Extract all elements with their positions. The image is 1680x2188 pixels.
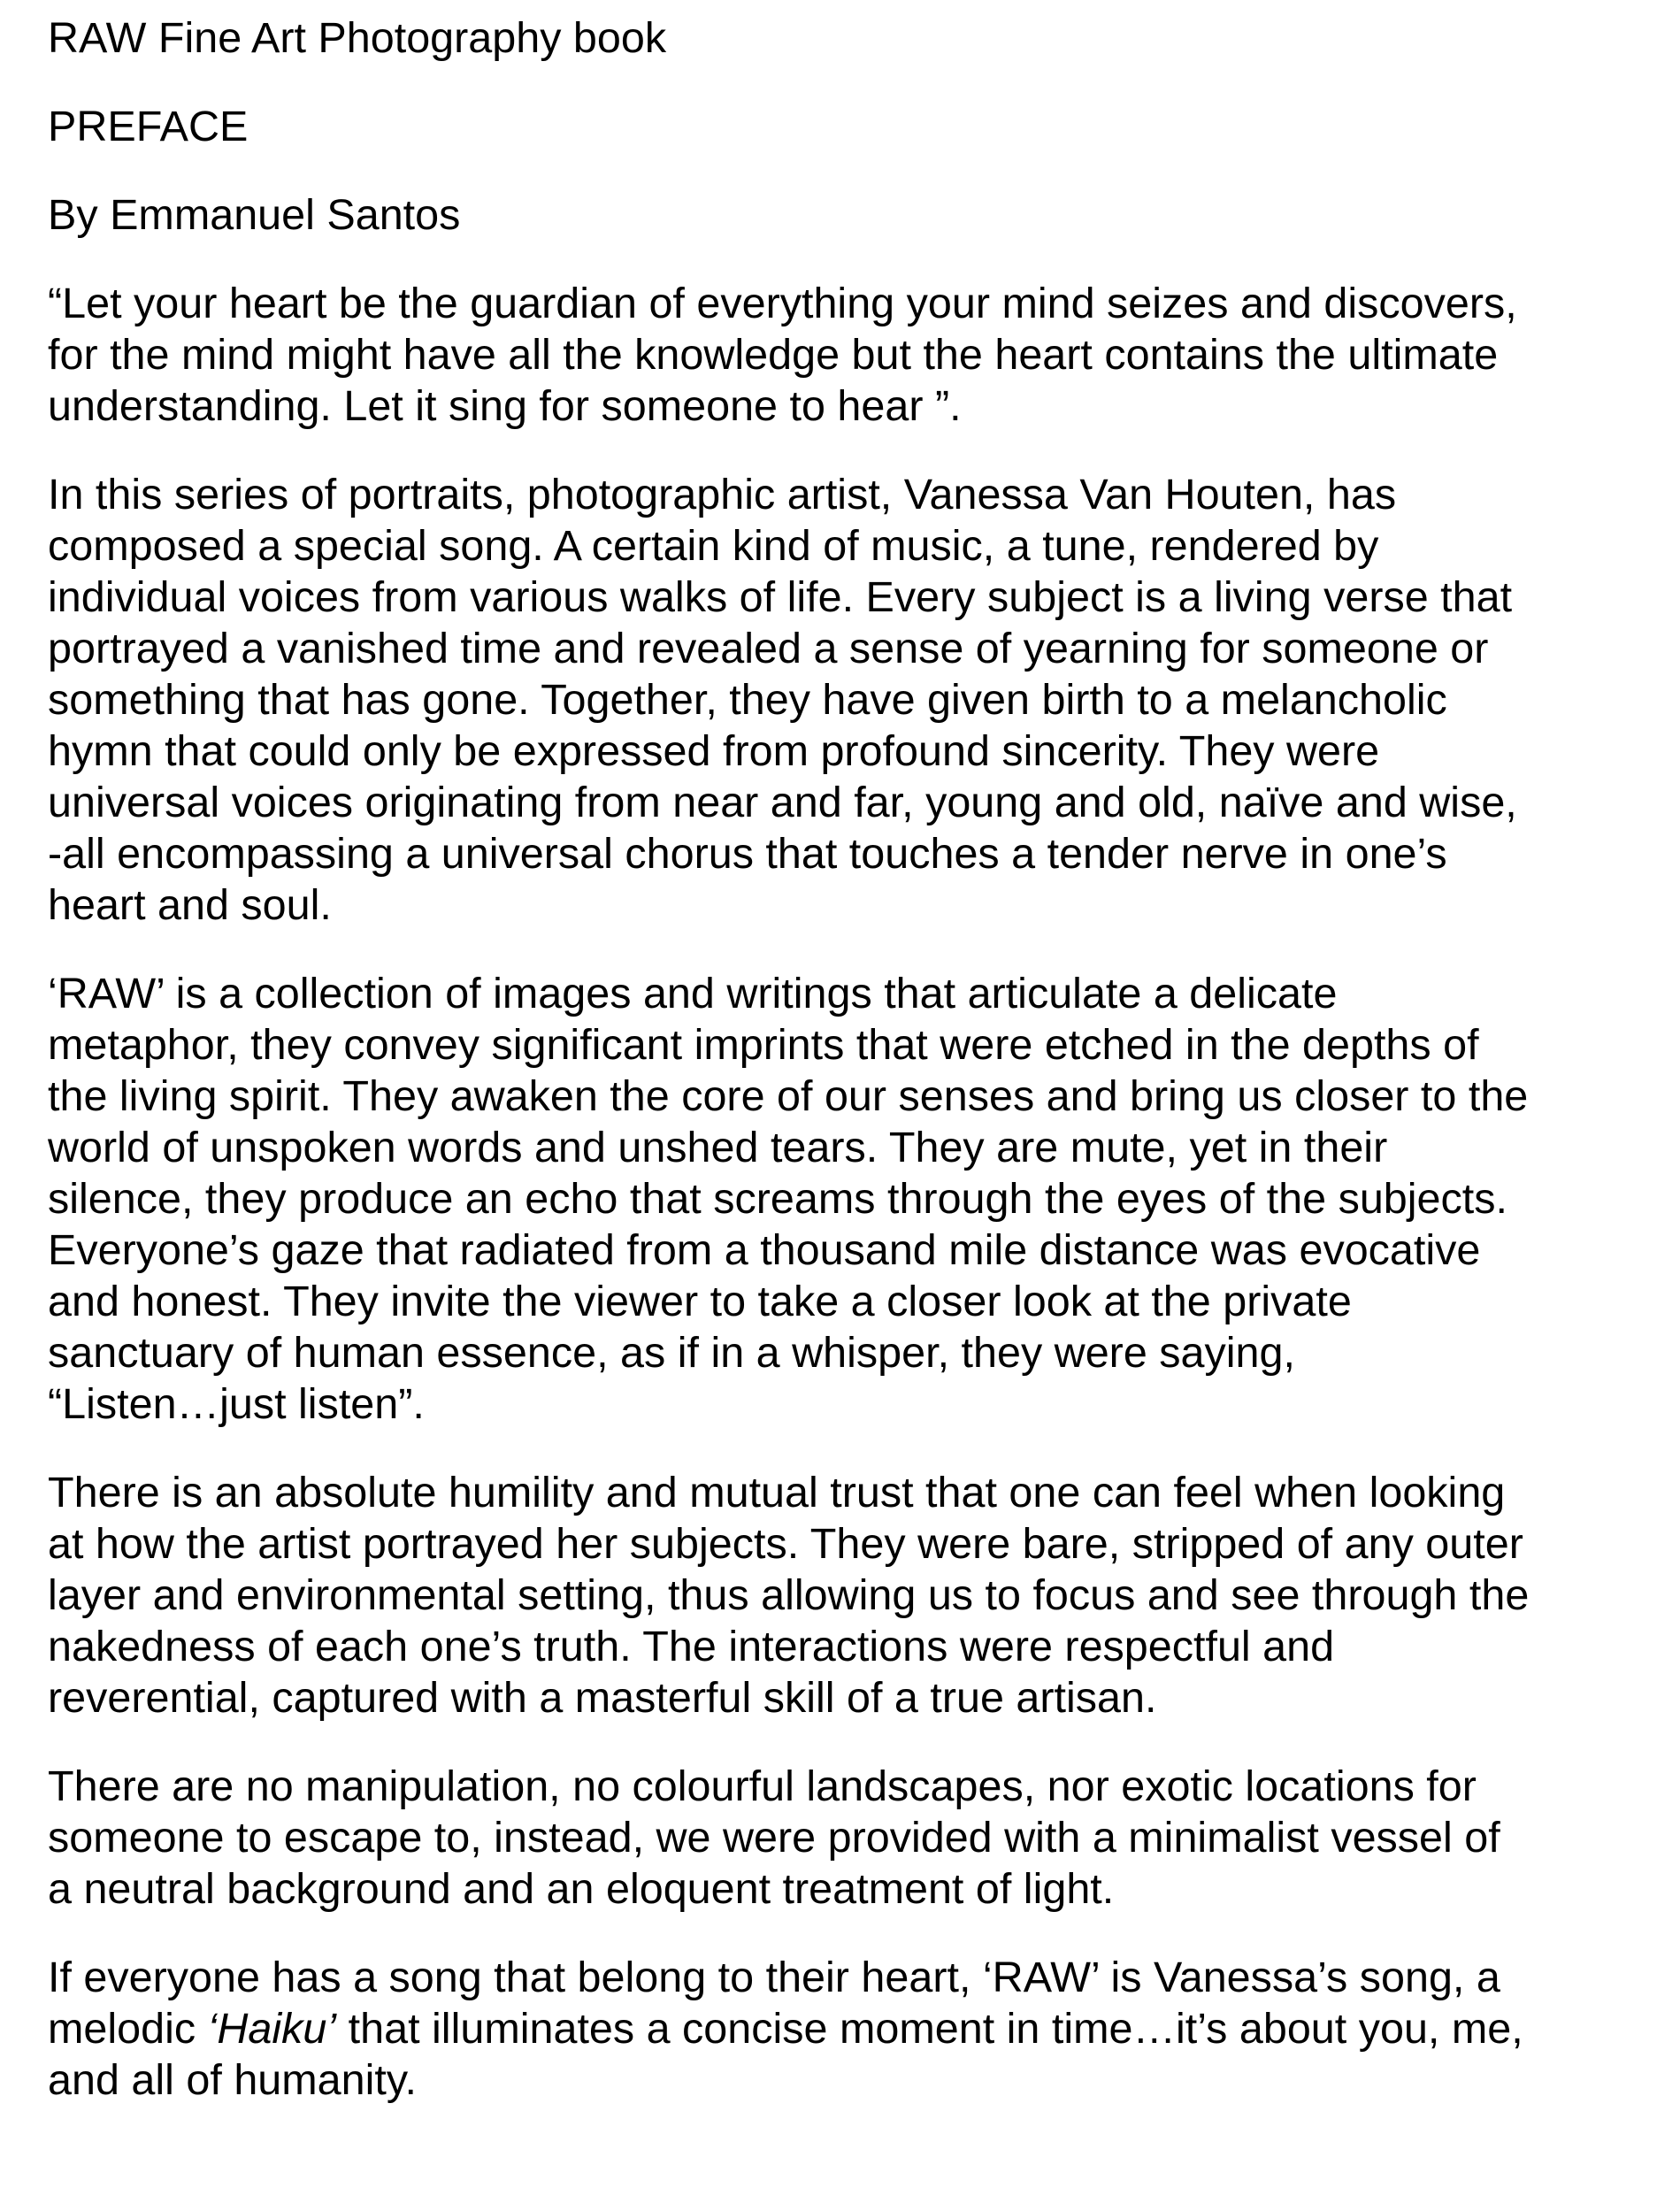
text-line: at how the artist portrayed her subjects. They were bare, stripped of any outer — [48, 1520, 1523, 1568]
text-line: someone to escape to, instead, we were provided with a minimalist vessel of — [48, 1814, 1500, 1862]
paragraph-1 — [48, 469, 1649, 931]
text-line: There is an absolute humility and mutual trust that one can feel when looking — [48, 1469, 1506, 1516]
text-line: portrayed a vanished time and revealed a sense of yearning for someone or — [48, 625, 1489, 672]
paragraph-2 — [48, 968, 1649, 1430]
text-line: universal voices originating from near and far, young and old, naïve and wise, — [48, 779, 1517, 826]
text-line: Everyone’s gaze that radiated from a thousand mile distance was evocative — [48, 1226, 1481, 1274]
text-line: metaphor, they convey significant imprints that were etched in the depths of — [48, 1021, 1479, 1069]
epigraph-quote — [48, 278, 1649, 432]
text-line: ‘RAW’ is a collection of images and writings that articulate a delicate — [48, 970, 1338, 1017]
text-line: understanding. Let it sing for someone to hear ”. — [48, 382, 962, 430]
text-line: individual voices from various walks of life. Every subject is a living verse that — [48, 573, 1513, 621]
section-heading: PREFACE — [48, 103, 249, 150]
text-line: In this series of portraits, photographic artist, Vanessa Van Houten, has — [48, 471, 1397, 518]
text-line — [48, 2003, 1649, 2054]
text-line: nakedness of each one’s truth. The interactions were respectful and — [48, 1623, 1335, 1670]
paragraph-5 — [48, 1952, 1649, 2106]
paragraph-4 — [48, 1761, 1649, 1915]
text-line: layer and environmental setting, thus allowing us to focus and see through the — [48, 1571, 1530, 1619]
text-segment: melodic — [48, 2005, 208, 2053]
byline: By Emmanuel Santos — [48, 191, 461, 239]
haiku-italic-term: ‘Haiku’ — [207, 2005, 337, 2053]
text-line: sanctuary of human essence, as if in a whisper, they were saying, — [48, 1329, 1295, 1377]
text-line: composed a special song. A certain kind of music, a tune, rendered by — [48, 522, 1379, 570]
text-line: There are no manipulation, no colourful landscapes, nor exotic locations for — [48, 1762, 1477, 1810]
document-page — [48, 12, 1649, 2143]
text-line: “Listen…just listen”. — [48, 1380, 425, 1428]
text-line: for the mind might have all the knowledge but the heart contains the ultimate — [48, 331, 1499, 379]
text-line: reverential, captured with a masterful skill of a true artisan. — [48, 1674, 1157, 1722]
text-line: world of unspoken words and unshed tears. They are mute, yet in their — [48, 1124, 1388, 1171]
text-line: -all encompassing a universal chorus that touches a tender nerve in one’s — [48, 830, 1447, 878]
text-line: hymn that could only be expressed from profound sincerity. They were — [48, 727, 1380, 775]
document-title: RAW Fine Art Photography book — [48, 14, 667, 62]
text-line: the living spirit. They awaken the core of our senses and bring us closer to the — [48, 1072, 1529, 1120]
text-line: and all of humanity. — [48, 2056, 417, 2104]
text-segment: that illuminates a concise moment in time…it’s about you, me, — [336, 2005, 1523, 2053]
text-line: If everyone has a song that belong to their heart, ‘RAW’ is Vanessa’s song, a — [48, 1954, 1500, 2001]
text-line: silence, they produce an echo that screams through the eyes of the subjects. — [48, 1175, 1507, 1223]
text-line: “Let your heart be the guardian of everything your mind seizes and discovers, — [48, 280, 1517, 327]
text-line: and honest. They invite the viewer to take a closer look at the private — [48, 1278, 1352, 1325]
text-line: a neutral background and an eloquent treatment of light. — [48, 1865, 1115, 1913]
paragraph-3 — [48, 1467, 1649, 1724]
text-line: heart and soul. — [48, 881, 332, 929]
text-line: something that has gone. Together, they have given birth to a melancholic — [48, 676, 1447, 724]
